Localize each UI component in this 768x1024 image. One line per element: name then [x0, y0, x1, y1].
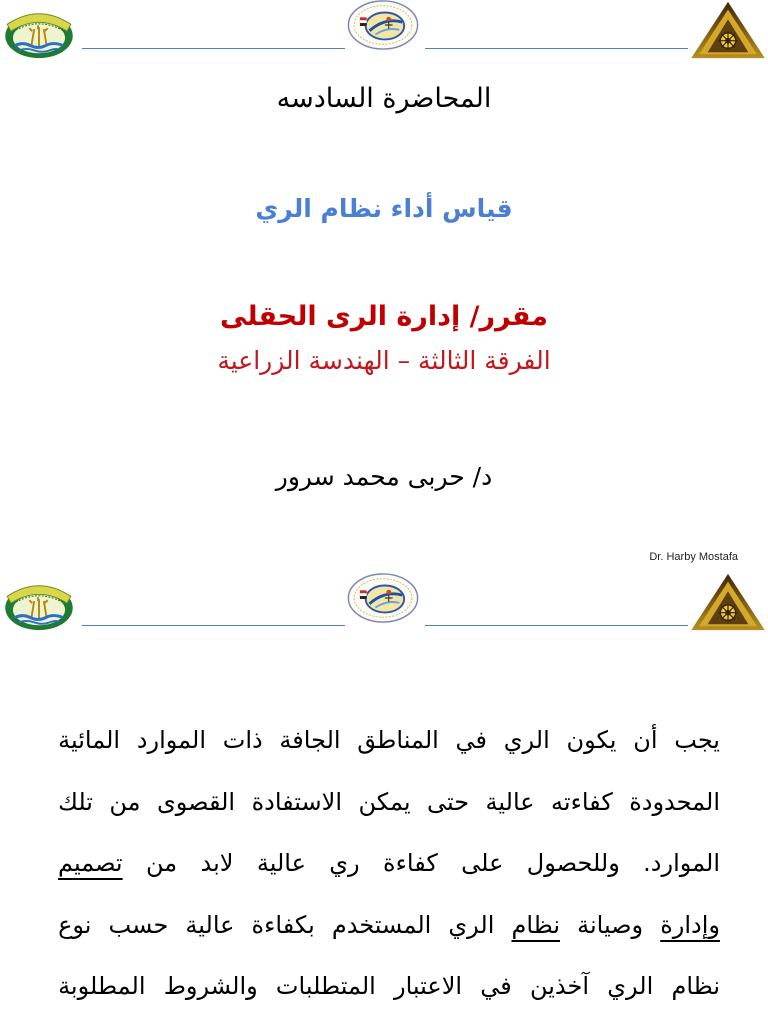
body-word: من	[145, 849, 178, 877]
body-word: وصيانة	[577, 910, 644, 939]
lecture-title: المحاضرة السادسه	[276, 83, 492, 114]
body-word: المائية	[58, 726, 121, 754]
body-word: المطلوبة	[58, 972, 146, 1000]
body-word: وللحصول	[526, 849, 620, 877]
body-word: الجافة	[279, 726, 341, 754]
body-word: عالية	[185, 910, 235, 939]
body-line-4	[58, 895, 720, 957]
body-line-5	[58, 956, 720, 1018]
body-word: عالية	[256, 849, 306, 877]
body-word: الموارد.	[643, 849, 720, 877]
body-word: القصوى	[156, 787, 236, 816]
body-word: الموارد	[136, 726, 206, 754]
header-divider-left	[82, 625, 345, 626]
lecture-topic: قياس أداء نظام الري	[255, 194, 513, 223]
body-word: من	[109, 787, 141, 816]
underlined-word: نظام	[511, 910, 561, 939]
body-line-1	[58, 710, 720, 772]
body-word: المناطق	[357, 726, 439, 754]
body-word: حتى	[426, 787, 470, 816]
body-word: الري	[503, 726, 550, 754]
student-group: الفرقة الثالثة – الهندسة الزراعية	[217, 346, 551, 375]
body-word: الاستفادة	[251, 787, 342, 816]
header-divider-right	[425, 625, 688, 626]
header-divider-right	[425, 48, 688, 49]
body-line-3	[58, 833, 720, 895]
body-word: أن	[633, 726, 658, 754]
body-paragraph	[58, 710, 720, 1018]
body-word: حسب	[108, 910, 169, 939]
body-word: الاعتبار	[394, 972, 463, 1000]
body-word: بكفاءة	[251, 910, 315, 939]
body-word: عالية	[485, 787, 535, 816]
university-pyramid-logo-icon	[688, 0, 768, 60]
body-word: والشروط	[163, 972, 258, 1000]
body-line-2	[58, 772, 720, 834]
body-word: على	[461, 849, 504, 877]
header-divider-left	[82, 48, 345, 49]
body-word: المستخدم	[331, 910, 432, 939]
body-word: ري	[329, 849, 360, 877]
body-word: ذات	[222, 726, 263, 754]
body-word: تلك	[58, 787, 93, 816]
course-name: مقرر/ إدارة الرى الحقلى	[220, 301, 548, 332]
body-word: يكون	[566, 726, 617, 754]
body-word: في	[480, 972, 512, 1000]
lecturer-name: د/ حربى محمد سرور	[275, 462, 493, 491]
body-word: الري	[448, 910, 495, 939]
body-word: لابد	[200, 849, 234, 877]
body-word: نوع	[58, 910, 92, 939]
body-word: نظام	[671, 972, 720, 1000]
body-word: يجب	[674, 726, 720, 754]
body-word: المتطلبات	[275, 972, 376, 1000]
quality-assurance-seal-icon	[345, 0, 421, 50]
body-word: يمكن	[358, 787, 411, 816]
body-word: كفاءة	[383, 849, 438, 877]
agriculture-faculty-emblem-icon	[2, 578, 76, 632]
agriculture-faculty-emblem-icon	[2, 6, 76, 60]
body-word: آخذين	[529, 972, 590, 1000]
body-word: في	[455, 726, 488, 754]
body-word: المحدودة	[629, 787, 720, 816]
body-word: كفاءته	[551, 787, 613, 816]
body-word: الري	[607, 972, 654, 1000]
university-pyramid-logo-icon	[688, 572, 768, 632]
slide-footer: Dr. Harby Mostafa	[649, 551, 738, 563]
underlined-word: وإدارة	[660, 910, 720, 939]
underlined-word: تصميم	[58, 849, 123, 877]
quality-assurance-seal-icon	[345, 573, 421, 623]
